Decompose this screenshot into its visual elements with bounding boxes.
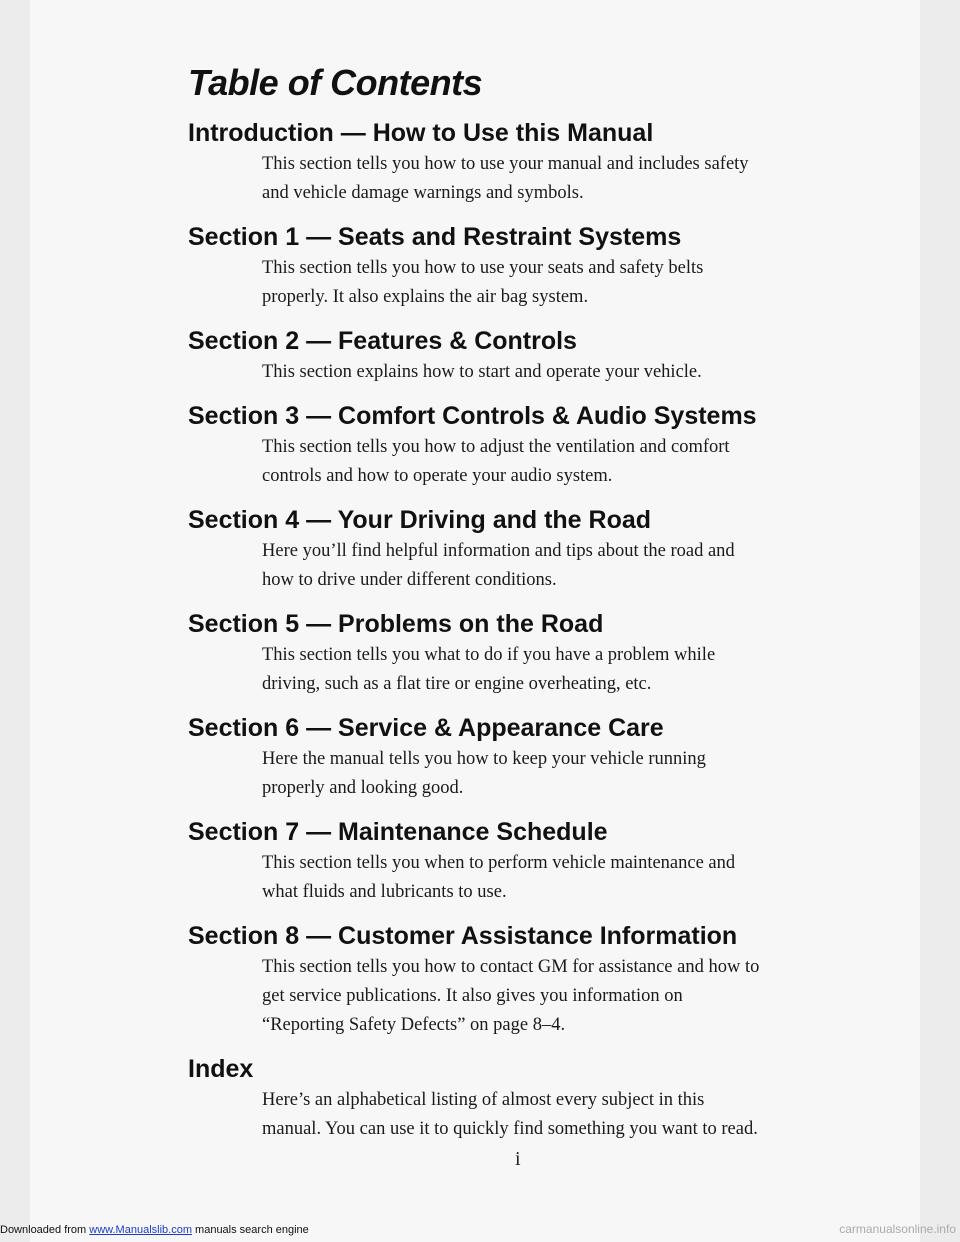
- section-description: This section tells you how to adjust the ventilation and comfort controls and how to operate your audio system.: [262, 437, 730, 486]
- section-description: This section tells you what to do if you have a problem while driving, such as a flat tire or engine overheating, etc.: [262, 645, 716, 694]
- section-heading: Introduction — How to Use this Manual: [188, 119, 654, 147]
- download-footer: [0, 1224, 309, 1236]
- watermark: carmanualsonline.info: [839, 1222, 956, 1236]
- section-description: This section tells you how to use your seats and safety belts properly. It also explains the air bag system.: [262, 258, 704, 307]
- toc-entry-section-8: [188, 919, 868, 1040]
- section-description: Here’s an alphabetical listing of almost every subject in this manual. You can use it to quickly find something you want to read.: [262, 1090, 758, 1139]
- toc-entry-section-4: [188, 503, 868, 595]
- section-description: Here the manual tells you how to keep your vehicle running properly and looking good.: [262, 749, 706, 798]
- section-heading: Section 7 — Maintenance Schedule: [188, 818, 608, 846]
- section-heading: Section 3 — Comfort Controls & Audio Systems: [188, 402, 757, 430]
- page-title: Table of Contents: [188, 62, 483, 103]
- section-description: This section tells you how to use your manual and includes safety and vehicle damage warnings and symbols.: [262, 154, 749, 203]
- section-heading: Index: [188, 1055, 254, 1083]
- toc-entry-section-3: [188, 399, 868, 491]
- manual-page: [30, 0, 920, 1242]
- page-number: i: [515, 1148, 521, 1170]
- section-description: Here you’ll find helpful information and tips about the road and how to drive under different conditions.: [262, 541, 735, 590]
- section-description: This section tells you how to contact GM for assistance and how to get service publications. It also gives you information on “Reporting Safety Defects” on page 8–4.: [262, 957, 760, 1035]
- toc-entry-section-5: [188, 607, 868, 699]
- contents-list: [188, 116, 868, 1156]
- section-heading: Section 8 — Customer Assistance Information: [188, 922, 738, 950]
- section-heading: Section 4 — Your Driving and the Road: [188, 506, 652, 534]
- toc-entry-introduction: [188, 116, 868, 208]
- section-description: This section tells you when to perform vehicle maintenance and what fluids and lubricants to use.: [262, 853, 736, 902]
- section-description: This section explains how to start and operate your vehicle.: [262, 362, 702, 382]
- toc-entry-index: [188, 1052, 868, 1144]
- toc-entry-section-1: [188, 220, 868, 312]
- section-heading: Section 6 — Service & Appearance Care: [188, 714, 664, 742]
- manualslib-link[interactable]: www.Manualslib.com: [89, 1224, 192, 1236]
- footer-prefix: Downloaded from: [0, 1224, 90, 1236]
- toc-entry-section-6: [188, 711, 868, 803]
- toc-entry-section-7: [188, 815, 868, 907]
- toc-entry-section-2: [188, 324, 868, 387]
- section-heading: Section 1 — Seats and Restraint Systems: [188, 223, 682, 251]
- section-heading: Section 5 — Problems on the Road: [188, 610, 604, 638]
- section-heading: Section 2 — Features & Controls: [188, 327, 577, 355]
- footer-suffix: manuals search engine: [191, 1224, 309, 1236]
